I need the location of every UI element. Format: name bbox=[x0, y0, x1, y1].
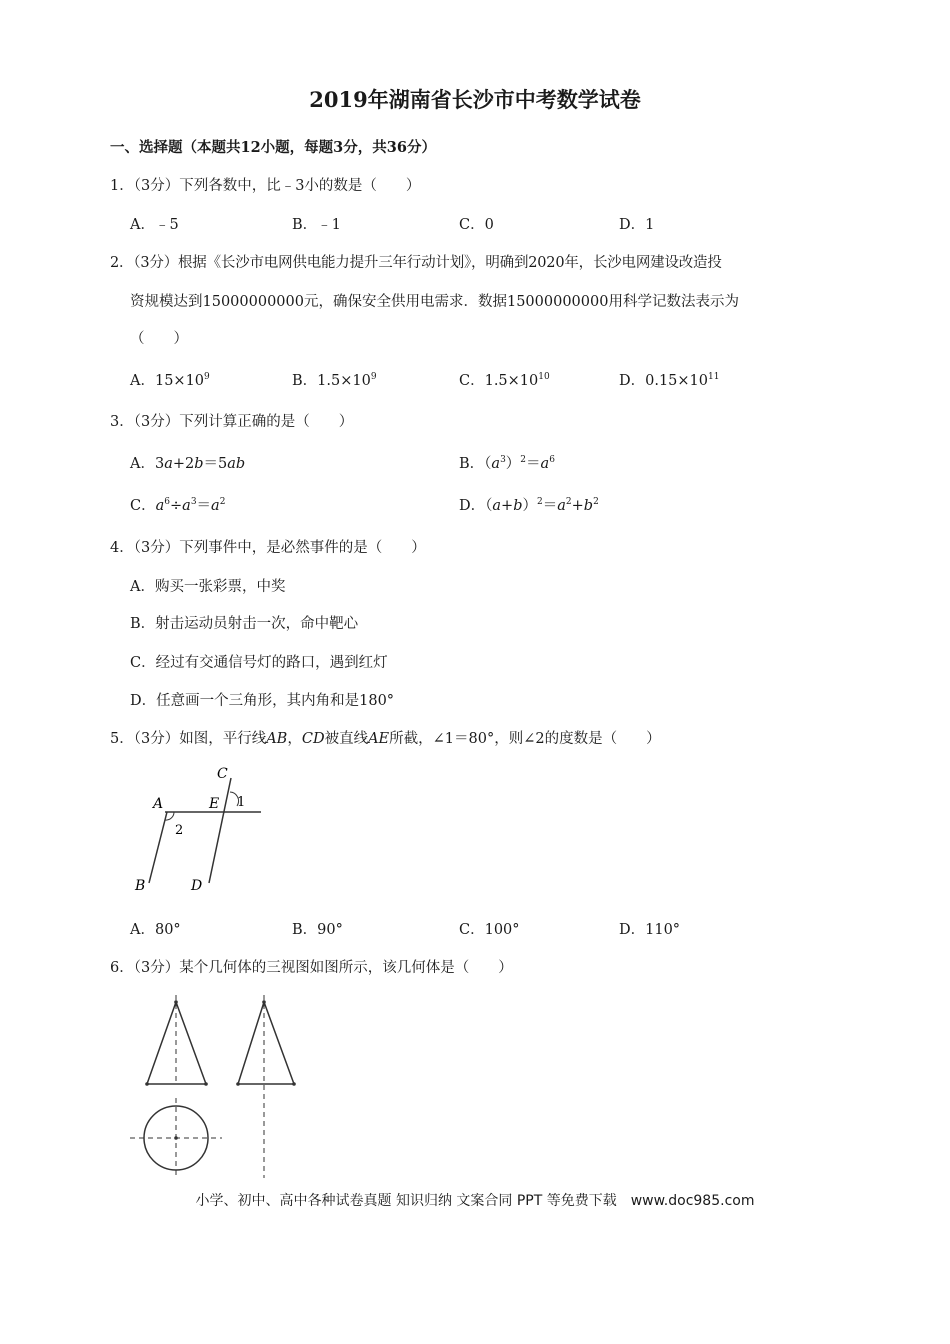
label-a: A bbox=[153, 796, 164, 812]
front-view bbox=[145, 995, 208, 1086]
q1-option-c: C．0 bbox=[459, 217, 494, 233]
label-d: D bbox=[191, 878, 203, 894]
q5-parallel-lines-figure bbox=[125, 760, 275, 900]
label-e: E bbox=[209, 796, 220, 812]
q5-option-d: D．110° bbox=[619, 922, 681, 938]
q4-option-c: C．经过有交通信号灯的路口，遇到红灯 bbox=[130, 655, 388, 671]
q5-option-c: C．100° bbox=[459, 922, 520, 938]
q2-option-d: D．$0.15\times 10^{11}$ bbox=[619, 372, 720, 389]
page-title: 2019年湖南省长沙市中考数学试卷 bbox=[309, 87, 641, 112]
q1-stem: 1．（3分）下列各数中，比﹣3小的数是（ ） bbox=[110, 178, 421, 194]
q5-option-a: A．80° bbox=[130, 922, 181, 938]
q1-option-a: A．﹣5 bbox=[130, 217, 179, 233]
q3-option-b: B．$(a^3)^2=a^6$ bbox=[459, 455, 555, 472]
q5-stem: 5．（3分）如图，平行线AB，CD被直线AE所截，∠1＝80°，则∠2的度数是（ ） bbox=[110, 731, 661, 747]
label-angle-1: 1 bbox=[237, 795, 246, 810]
q2-option-b: B．$1.5\times 10^9$ bbox=[292, 372, 377, 389]
q6-stem: 6．（3分）某个几何体的三视图如图所示，该几何体是（ ） bbox=[110, 960, 513, 976]
footer-watermark: 小学、初中、高中各种试卷真题 知识归纳 文案合同 PPT 等免费下载 www.doc985.com bbox=[195, 1193, 755, 1209]
q4-option-a: A．购买一张彩票，中奖 bbox=[130, 579, 286, 595]
line-cd bbox=[209, 778, 231, 883]
q3-option-d: D．$(a+b)^2=a^2+b^2$ bbox=[459, 497, 599, 514]
q3-stem: 3．（3分）下列计算正确的是（ ） bbox=[110, 414, 354, 430]
q5-option-b: B．90° bbox=[292, 922, 343, 938]
q2-option-a: A．$15\times 10^9$ bbox=[130, 372, 210, 389]
q2-stem-line3: （ ） bbox=[130, 331, 188, 347]
q1-option-b: B．﹣1 bbox=[292, 217, 341, 233]
top-view bbox=[130, 1098, 222, 1178]
q3-option-c: C．$a^6\div a^3=a^2$ bbox=[130, 497, 226, 514]
side-view bbox=[236, 995, 296, 1178]
label-b: B bbox=[135, 878, 146, 894]
q3-option-a: A．3a+2b＝5ab bbox=[130, 456, 246, 472]
q4-option-b: B．射击运动员射击一次，命中靶心 bbox=[130, 616, 359, 632]
label-c: C bbox=[217, 766, 228, 782]
q2-stem-line1: 2．（3分）根据《长沙市电网供电能力提升三年行动计划》，明确到2020年，长沙电网建设改造投 bbox=[110, 255, 722, 271]
label-angle-2: 2 bbox=[175, 823, 184, 838]
line-ab bbox=[149, 812, 167, 883]
q2-option-c: C．$1.5\times 10^{10}$ bbox=[459, 372, 550, 389]
q2-stem-line2: 资规模达到15000000000元，确保安全供用电需求．数据15000000000用科学记数法表示为 bbox=[130, 294, 739, 310]
q6-three-views-figure bbox=[120, 990, 320, 1185]
q4-stem: 4．（3分）下列事件中，是必然事件的是（ ） bbox=[110, 540, 426, 556]
q1-option-d: D．1 bbox=[619, 217, 655, 233]
q4-option-d: D．任意画一个三角形，其内角和是180° bbox=[130, 693, 395, 709]
section-heading: 一、选择题（本题共12小题，每题3分，共36分） bbox=[110, 139, 436, 156]
